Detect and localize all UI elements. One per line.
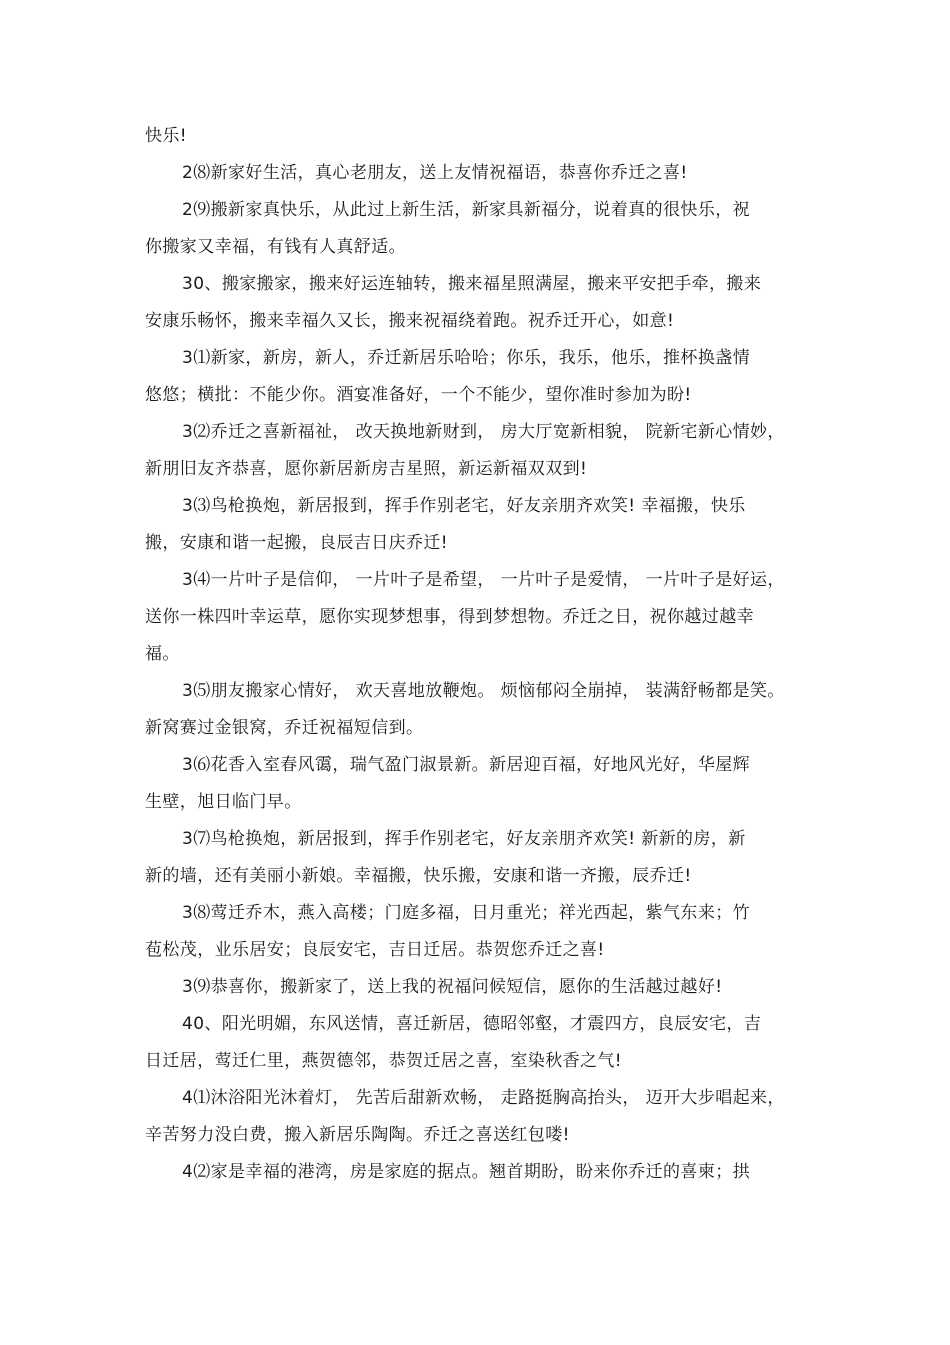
paragraph-37 — [145, 821, 805, 895]
text-line: 安康乐畅怀，搬来幸福久又长，搬来祝福绕着跑。祝乔迁开心，如意! — [145, 311, 675, 331]
text-line: 30、搬家搬家，搬来好运连轴转，搬来福星照满屋，搬来平安把手牵，搬来 — [182, 274, 762, 294]
paragraph-42 — [145, 1154, 805, 1191]
text-line: 生壁，旭日临门早。 — [145, 792, 302, 812]
document-body — [145, 118, 805, 1191]
text-line: 3⑵乔迁之喜新福祉， 改天换地新财到， 房大厅宽新相貌， 院新宅新心情妙， — [182, 422, 785, 442]
text-line: 你搬家又幸福，有钱有人真舒适。 — [145, 237, 406, 257]
text-line: 悠悠；横批：不能少你。酒宴准备好，一个不能少，望你准时参加为盼! — [145, 385, 692, 405]
paragraph-41 — [145, 1080, 805, 1154]
paragraph-40 — [145, 1006, 805, 1080]
text-line: 3⑼恭喜你，搬新家了，送上我的祝福问候短信，愿你的生活越过越好! — [182, 977, 723, 997]
text-line: 福。 — [145, 644, 180, 664]
paragraph-39 — [145, 969, 805, 1006]
text-line: 3⑷一片叶子是信仰， 一片叶子是希望， 一片叶子是爱情， 一片叶子是好运， — [182, 570, 785, 590]
paragraph-32 — [145, 414, 805, 488]
paragraph-36 — [145, 747, 805, 821]
text-line: 苞松茂，业乐居安；良辰安宅，吉日迁居。恭贺您乔迁之喜! — [145, 940, 605, 960]
paragraph-34 — [145, 562, 805, 673]
text-line: 3⑹花香入室春风霭，瑞气盈门淑景新。新居迎百福，好地风光好，华屋辉 — [182, 755, 751, 775]
text-line: 新窝赛过金银窝，乔迁祝福短信到。 — [145, 718, 424, 738]
paragraph-29 — [145, 192, 805, 266]
text-line: 新朋旧友齐恭喜，愿你新居新房吉星照，新运新福双双到! — [145, 459, 588, 479]
text-line: 快乐! — [145, 126, 188, 146]
text-line: 40、阳光明媚，东风送情，喜迁新居，德昭邻壑，才震四方，良辰安宅，吉 — [182, 1014, 762, 1034]
paragraph-27-end — [145, 118, 805, 155]
text-line: 3⑴新家，新房，新人，乔迁新居乐哈哈；你乐，我乐，他乐，推杯换盏情 — [182, 348, 751, 368]
text-line: 3⑸朋友搬家心情好， 欢天喜地放鞭炮。 烦恼郁闷全崩掉， 装满舒畅都是笑。 — [182, 681, 785, 701]
paragraph-31 — [145, 340, 805, 414]
paragraph-30 — [145, 266, 805, 340]
text-line: 3⑶鸟枪换炮，新居报到，挥手作别老宅，好友亲朋齐欢笑! 幸福搬，快乐 — [182, 496, 746, 516]
text-line: 4⑴沐浴阳光沐着灯， 先苦后甜新欢畅， 走路挺胸高抬头， 迈开大步唱起来， — [182, 1088, 785, 1108]
text-line: 送你一株四叶幸运草，愿你实现梦想事，得到梦想物。乔迁之日，祝你越过越幸 — [145, 607, 754, 627]
text-line: 3⑺鸟枪换炮，新居报到，挥手作别老宅，好友亲朋齐欢笑! 新新的房，新 — [182, 829, 746, 849]
paragraph-35 — [145, 673, 805, 747]
text-line: 3⑻莺迁乔木，燕入高楼；门庭多福，日月重光；祥光西起，紫气东来；竹 — [182, 903, 751, 923]
paragraph-28 — [145, 155, 805, 192]
text-line: 2⑻新家好生活，真心老朋友，送上友情祝福语，恭喜你乔迁之喜! — [182, 163, 688, 183]
text-line: 4⑵家是幸福的港湾，房是家庭的据点。翘首期盼，盼来你乔迁的喜柬；拱 — [182, 1162, 751, 1182]
text-line: 搬，安康和谐一起搬，良辰吉日庆乔迁! — [145, 533, 449, 553]
text-line: 日迁居，莺迁仁里，燕贺德邻，恭贺迁居之喜，室染秋香之气! — [145, 1051, 623, 1071]
text-line: 2⑼搬新家真快乐，从此过上新生活，新家具新福分，说着真的很快乐，祝 — [182, 200, 751, 220]
paragraph-38 — [145, 895, 805, 969]
paragraph-33 — [145, 488, 805, 562]
text-line: 辛苦努力没白费，搬入新居乐陶陶。乔迁之喜送红包喽! — [145, 1125, 570, 1145]
text-line: 新的墙，还有美丽小新娘。幸福搬，快乐搬，安康和谐一齐搬，辰乔迁! — [145, 866, 692, 886]
